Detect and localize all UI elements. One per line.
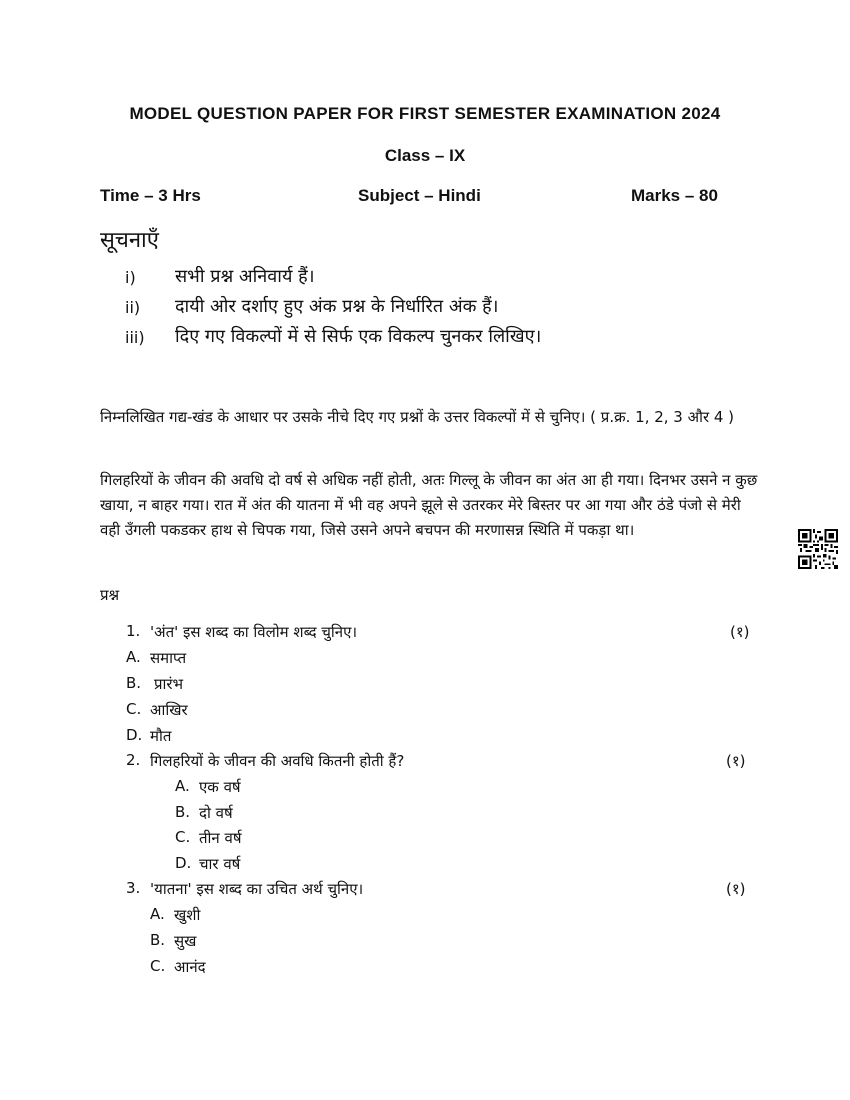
option-text: सुख [174, 932, 197, 950]
paper-title: MODEL QUESTION PAPER FOR FIRST SEMESTER EXAMINATION 2024 [129, 104, 721, 123]
instruction-number: iii) [125, 328, 145, 347]
question-number: 2. [126, 751, 141, 769]
instruction-text: दिए गए विकल्पों में से सिर्फ एक विकल्प चुनकर लिखिए। [175, 326, 542, 347]
option-letter: A. [175, 777, 190, 795]
option-letter: A. [126, 648, 141, 666]
question-text: 'यातना' इस शब्द का उचित अर्थ चुनिए। [150, 880, 364, 898]
instruction-text: सभी प्रश्न अनिवार्य हैं। [175, 266, 315, 287]
passage-direction: निम्नलिखित गद्य-खंड के आधार पर उसके नीचे दिए गए प्रश्नों के उत्तर विकल्पों में से चुनिए। ( प्र.क्र. 1, 2, 3 और 4 ) [100, 408, 735, 426]
marks-label: Marks – 80 [631, 186, 718, 205]
question-text: गिलहरियों के जीवन की अवधि कितनी होती हैं? [150, 752, 405, 770]
option-text: समाप्त [150, 649, 187, 667]
option-text: मौत [150, 727, 172, 745]
option-letter: C. [150, 957, 166, 975]
option-letter: C. [175, 828, 191, 846]
option-letter: B. [150, 931, 166, 949]
questions-label: प्रश्न [100, 586, 120, 604]
instruction-number: ii) [125, 298, 141, 317]
option-letter: D. [175, 854, 192, 872]
option-letter: B. [126, 674, 142, 692]
question-marks: (१) [726, 880, 746, 898]
question-number: 1. [126, 622, 141, 640]
question-marks: (१) [730, 623, 750, 641]
instructions-heading: सूचनाएँ [100, 228, 159, 253]
time-label: Time – 3 Hrs [100, 186, 201, 205]
option-letter: D. [126, 726, 143, 744]
class-label: Class – IX [384, 146, 466, 165]
question-number: 3. [126, 879, 141, 897]
instruction-number: i) [125, 268, 136, 287]
question-marks: (१) [726, 752, 746, 770]
option-text: दो वर्ष [199, 804, 233, 822]
option-text: एक वर्ष [199, 778, 241, 796]
option-letter: C. [126, 700, 142, 718]
option-letter: A. [150, 905, 165, 923]
qr-code-icon [798, 529, 838, 569]
option-text: खुशी [174, 906, 201, 924]
passage-text: गिलहरियों के जीवन की अवधि दो वर्ष से अधिक नहीं होती, अतः गिल्लू के जीवन का अंत आ ही गया। दिनभर उसने न कुछ खाया, न बाहर गया। रात में अंत की यातना में भी वह अपने झूले से उतरकर मेरे बिस्तर पर आ गया और ठंडे पंजो से मेरी वही उँगली पकडकर हाथ से चिपक गया, जिसे उसने अपने बचपन की मरणासन्न स्थिति में पकड़ा था। [100, 471, 758, 539]
subject-label: Subject – Hindi [358, 186, 481, 205]
option-text: तीन वर्ष [199, 829, 242, 847]
option-text: आखिर [150, 701, 188, 719]
option-text: आनंद [174, 958, 206, 976]
option-letter: B. [175, 803, 191, 821]
instruction-text: दायी ओर दर्शाए हुए अंक प्रश्न के निर्धारित अंक हैं। [175, 296, 499, 317]
question-text: 'अंत' इस शब्द का विलोम शब्द चुनिए। [150, 623, 358, 641]
option-text: चार वर्ष [199, 855, 241, 873]
option-text: प्रारंभ [154, 675, 184, 693]
